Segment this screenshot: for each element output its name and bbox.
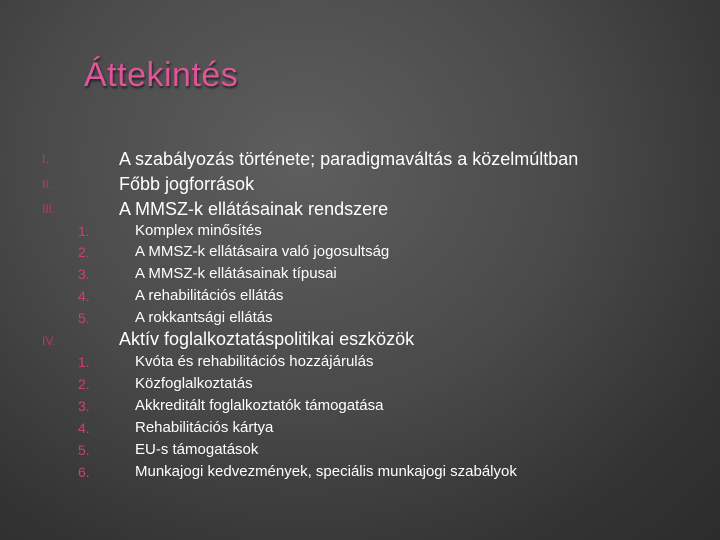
outline-item-2-text: Főbb jogforrások bbox=[119, 174, 255, 194]
outline-item-4-number: IV. bbox=[42, 334, 56, 348]
sub-item-number: 2. bbox=[78, 244, 90, 260]
outline-item-3-text: A MMSZ-k ellátásainak rendszere bbox=[119, 199, 389, 219]
sub-item-text: Munkajogi kedvezmények, speciális munkajogi szabályok bbox=[135, 463, 517, 480]
sub-item-text: EU-s támogatások bbox=[135, 441, 259, 458]
sub-item-text: A MMSZ-k ellátásaira való jogosultság bbox=[135, 243, 390, 260]
outline-item-2-number: II. bbox=[42, 177, 53, 191]
sub-item-number: 4. bbox=[78, 420, 90, 436]
outline-item-1-number: I. bbox=[42, 152, 49, 166]
sub-item-number: 1. bbox=[78, 354, 90, 370]
sub-item-text: Kvóta és rehabilitációs hozzájárulás bbox=[135, 353, 374, 370]
sub-item-text: A rehabilitációs ellátás bbox=[135, 287, 284, 304]
sub-item-text: Akkreditált foglalkoztatók támogatása bbox=[135, 397, 384, 414]
sub-item-text: Rehabilitációs kártya bbox=[135, 419, 274, 436]
outline-item-4-text: Aktív foglalkoztatáspolitikai eszközök bbox=[119, 329, 415, 349]
sub-item-number: 5. bbox=[78, 442, 90, 458]
sub-item-text: A rokkantsági ellátás bbox=[135, 309, 273, 326]
sub-item-text: A MMSZ-k ellátásainak típusai bbox=[135, 265, 337, 282]
outline-item-3-number: III. bbox=[42, 202, 56, 216]
sub-item-number: 6. bbox=[78, 464, 90, 480]
sub-item-number: 3. bbox=[78, 266, 90, 282]
sub-item-number: 1. bbox=[78, 223, 90, 239]
sub-item-number: 4. bbox=[78, 288, 90, 304]
sub-item-number: 2. bbox=[78, 376, 90, 392]
sub-item-text: Komplex minősítés bbox=[135, 222, 262, 239]
slide-title: Áttekintés bbox=[84, 56, 239, 94]
outline-item-1-text: A szabályozás története; paradigmaváltás a közelmúltban bbox=[119, 149, 579, 169]
sub-item-text: Közfoglalkoztatás bbox=[135, 375, 253, 392]
sub-item-number: 3. bbox=[78, 398, 90, 414]
sub-item-number: 5. bbox=[78, 310, 90, 326]
